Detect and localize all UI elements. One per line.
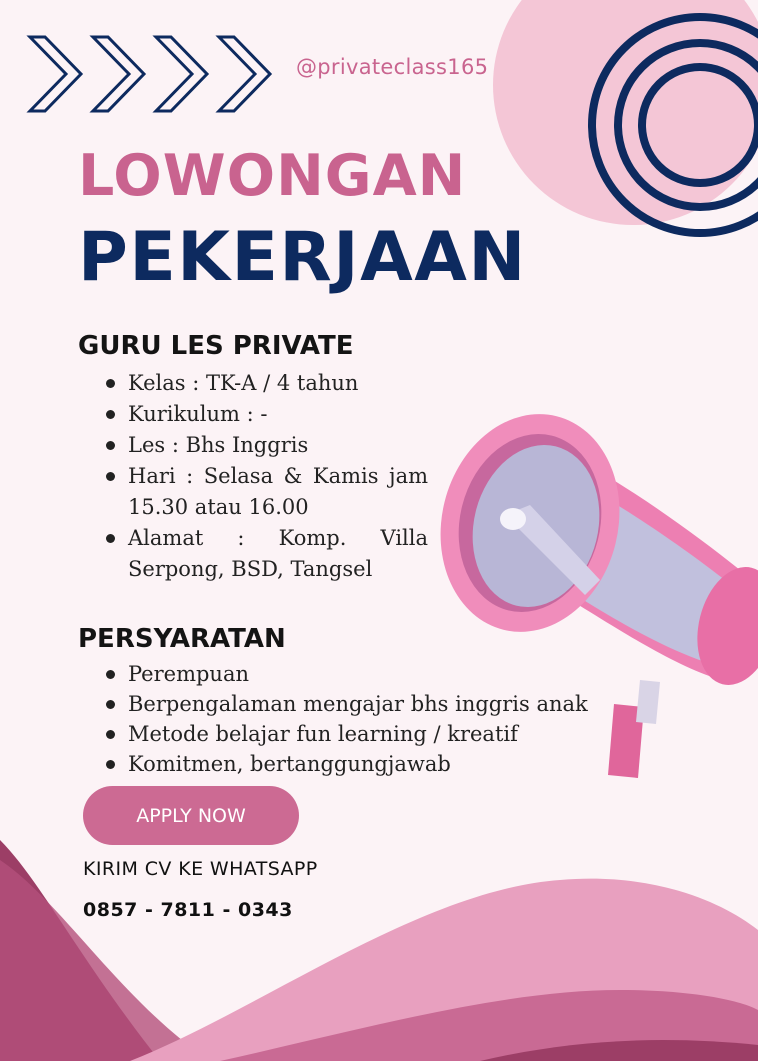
- list-item: Komitmen, bertanggungjawab: [103, 749, 643, 779]
- list-item: Alamat : Komp. Villa Serpong, BSD, Tangsel: [103, 523, 428, 585]
- social-handle: @privateclass165: [296, 55, 489, 79]
- title-line-2: PEKERJAAN: [78, 218, 527, 297]
- chevron-right-icon: [30, 37, 270, 111]
- requirements-list: [103, 659, 643, 779]
- section-heading-job: GURU LES PRIVATE: [78, 331, 354, 361]
- apply-now-button[interactable]: APPLY NOW: [83, 786, 299, 845]
- job-details-list: [103, 368, 428, 585]
- list-item: Metode belajar fun learning / kreatif: [103, 719, 643, 749]
- list-item: Berpengalaman mengajar bhs inggris anak: [103, 689, 643, 719]
- list-item: Hari : Selasa & Kamis jam 15.30 atau 16.00: [103, 461, 428, 523]
- section-heading-requirements: PERSYARATAN: [78, 624, 286, 654]
- title-line-1: LOWONGAN: [78, 143, 467, 209]
- contact-label: KIRIM CV KE WHATSAPP: [83, 858, 318, 880]
- list-item: Perempuan: [103, 659, 643, 689]
- phone-number: 0857 - 7811 - 0343: [83, 899, 293, 921]
- list-item: Kelas : TK-A / 4 tahun: [103, 368, 428, 399]
- list-item: Kurikulum : -: [103, 399, 428, 430]
- list-item: Les : Bhs Inggris: [103, 430, 428, 461]
